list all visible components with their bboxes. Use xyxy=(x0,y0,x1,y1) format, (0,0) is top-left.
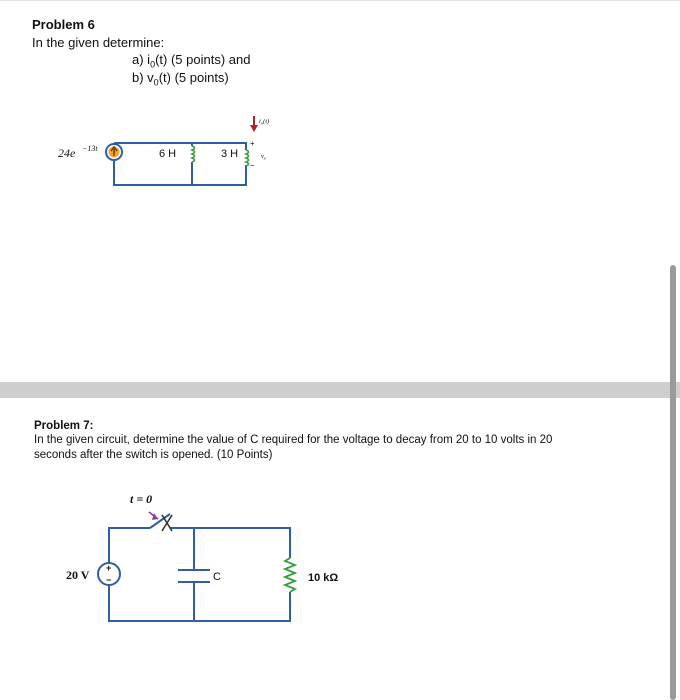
problem-6-title: Problem 6 xyxy=(32,17,95,32)
resistor-label: 10 kΩ xyxy=(308,572,339,584)
part-a-subscript: 0 xyxy=(150,59,156,70)
problem-7-wires xyxy=(109,528,290,621)
problem-7-line-2: seconds after the switch is opened. (10 Points) xyxy=(34,449,273,461)
inductor-6h-label: 6 H xyxy=(159,148,177,160)
source-plus-sign: + xyxy=(106,563,112,573)
problem-7-title: Problem 7: xyxy=(34,420,94,432)
voltage-source-label: 20 V xyxy=(66,568,90,582)
part-a-suffix: (t) (5 points) and xyxy=(155,52,251,67)
source-exponent: −13t xyxy=(82,144,98,153)
switch-label: t = 0 xyxy=(130,492,153,506)
source-minus-sign: − xyxy=(106,575,112,585)
voltage-minus-sign: − xyxy=(250,161,255,170)
voltage-plus-sign: + xyxy=(250,139,255,148)
source-label: 24e xyxy=(58,146,76,160)
inductor-3h-label: 3 H xyxy=(221,148,239,160)
current-label: $i_o(t)$ xyxy=(259,118,270,126)
part-b-subscript: 0 xyxy=(153,77,159,88)
part-a-prefix: a) i xyxy=(132,52,151,67)
problem-7-line-1: In the given circuit, determine the value of C required for the voltage to decay from 20 to 10 volts in 20 xyxy=(34,434,553,446)
voltage-label: $v_o$ xyxy=(261,153,267,161)
resistor-icon xyxy=(285,558,295,592)
capacitor-label: C xyxy=(213,571,221,583)
problem-6-intro: In the given determine: xyxy=(32,35,165,50)
part-b-prefix: b) v xyxy=(132,70,154,85)
part-b-suffix: (t) (5 points) xyxy=(158,70,229,85)
switch-x-icon xyxy=(162,515,172,531)
capacitor-icon xyxy=(178,570,210,582)
